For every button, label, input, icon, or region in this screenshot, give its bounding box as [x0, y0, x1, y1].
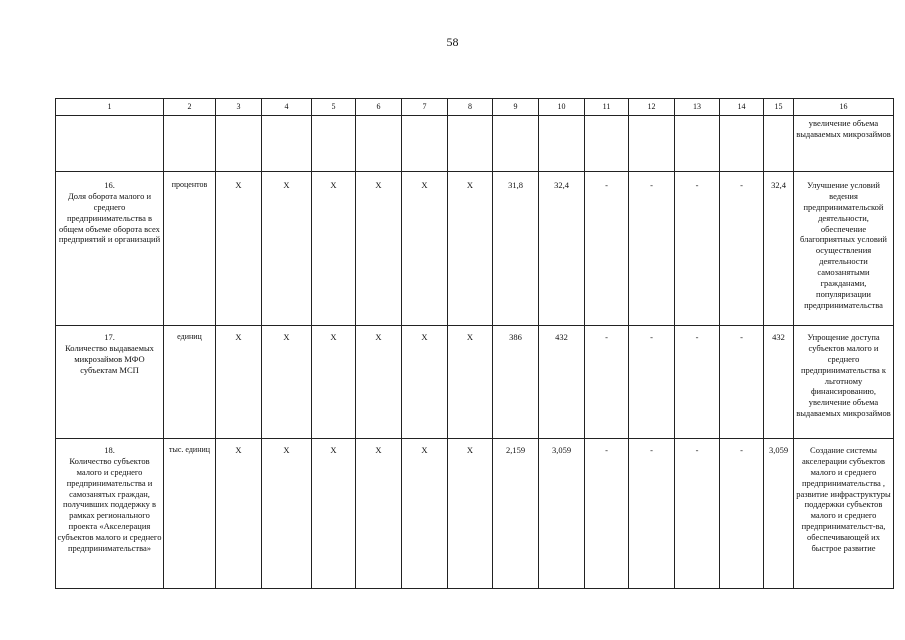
value-cell: -: [629, 326, 675, 439]
value-cell: Х: [262, 172, 312, 326]
value-cell: Х: [356, 172, 402, 326]
expected-result-cell: увеличение объема выдаваемых микрозаймов: [794, 116, 894, 172]
value-cell: -: [720, 326, 764, 439]
indicator-number: 17.: [104, 332, 115, 342]
value-cell: 432: [764, 326, 794, 439]
value-cell: -: [720, 172, 764, 326]
value-cell: Х: [216, 439, 262, 589]
value-cell: Х: [262, 326, 312, 439]
value-cell: 432: [539, 326, 585, 439]
header-cell: 13: [675, 99, 720, 116]
value-cell: Х: [312, 172, 356, 326]
indicators-table: [55, 98, 894, 589]
value-cell: -: [629, 172, 675, 326]
value-cell: 3,059: [539, 439, 585, 589]
value-cell: 386: [493, 326, 539, 439]
value-cell: Х: [216, 172, 262, 326]
header-cell: 15: [764, 99, 794, 116]
value-cell: 31,8: [493, 172, 539, 326]
value-cell: Х: [356, 326, 402, 439]
value-cell: -: [585, 172, 629, 326]
table-row: [56, 326, 894, 439]
indicator-number: 16.: [104, 180, 115, 190]
value-cell: -: [585, 439, 629, 589]
header-cell: 2: [164, 99, 216, 116]
continuation-row: [56, 116, 894, 172]
value-cell: Х: [402, 172, 448, 326]
expected-result-cell: Улучшение условий ведения предпринимательской деятельности, обеспечение благоприятных условий осуществления деятельности самозанятыми гражданами, популяризации предпринимательства: [794, 172, 894, 326]
value-cell: Х: [312, 326, 356, 439]
unit-cell: единиц: [164, 326, 216, 439]
table-row: [56, 172, 894, 326]
indicator-number: 18.: [104, 445, 115, 455]
header-cell: 12: [629, 99, 675, 116]
header-cell: 6: [356, 99, 402, 116]
header-row: [56, 99, 894, 116]
indicator-name: Доля оборота малого и среднего предпринимательства в общем объеме оборота всех предприятий и организаций: [58, 190, 161, 245]
expected-result-cell: Создание системы акселерации субъектов малого и среднего предпринимательства , развитие инфраструктуры поддержки субъектов малого и среднего предпринимательст-ва, обеспечивающей их быстрое развитие: [794, 439, 894, 589]
value-cell: 2,159: [493, 439, 539, 589]
value-cell: Х: [216, 326, 262, 439]
header-cell: 8: [448, 99, 493, 116]
value-cell: -: [675, 172, 720, 326]
page-number: 58: [446, 35, 459, 49]
header-cell: 1: [56, 99, 164, 116]
indicator-name: Количество субъектов малого и среднего предпринимательства и самозанятых граждан, получивших поддержку в рамках регионального проекта «Акселерация субъектов малого и среднего предпринимательства»: [57, 455, 162, 553]
expected-result-cell: Упрощение доступа субъектов малого и среднего предпринимательства к льготному финансированию, увеличение объема выдаваемых микрозаймов: [794, 326, 894, 439]
header-cell: 9: [493, 99, 539, 116]
header-cell: 5: [312, 99, 356, 116]
unit-cell: процентов: [164, 172, 216, 326]
value-cell: -: [675, 326, 720, 439]
value-cell: -: [629, 439, 675, 589]
value-cell: Х: [262, 439, 312, 589]
value-cell: 32,4: [539, 172, 585, 326]
value-cell: Х: [402, 326, 448, 439]
indicator-name-cell: [56, 326, 164, 439]
value-cell: Х: [448, 326, 493, 439]
value-cell: Х: [402, 439, 448, 589]
value-cell: -: [675, 439, 720, 589]
value-cell: Х: [448, 172, 493, 326]
value-cell: Х: [312, 439, 356, 589]
header-cell: 10: [539, 99, 585, 116]
indicator-name: Количество выдаваемых микрозаймов МФО субъектам МСП: [65, 342, 154, 375]
value-cell: 32,4: [764, 172, 794, 326]
header-cell: 16: [794, 99, 894, 116]
indicator-name-cell: [56, 172, 164, 326]
header-cell: 4: [262, 99, 312, 116]
header-cell: 7: [402, 99, 448, 116]
value-cell: 3,059: [764, 439, 794, 589]
header-cell: 11: [585, 99, 629, 116]
header-cell: 14: [720, 99, 764, 116]
value-cell: -: [720, 439, 764, 589]
indicator-name-cell: [56, 439, 164, 589]
value-cell: Х: [448, 439, 493, 589]
value-cell: Х: [356, 439, 402, 589]
table-row: [56, 439, 894, 589]
header-cell: 3: [216, 99, 262, 116]
value-cell: -: [585, 326, 629, 439]
unit-cell: тыс. единиц: [164, 439, 216, 589]
